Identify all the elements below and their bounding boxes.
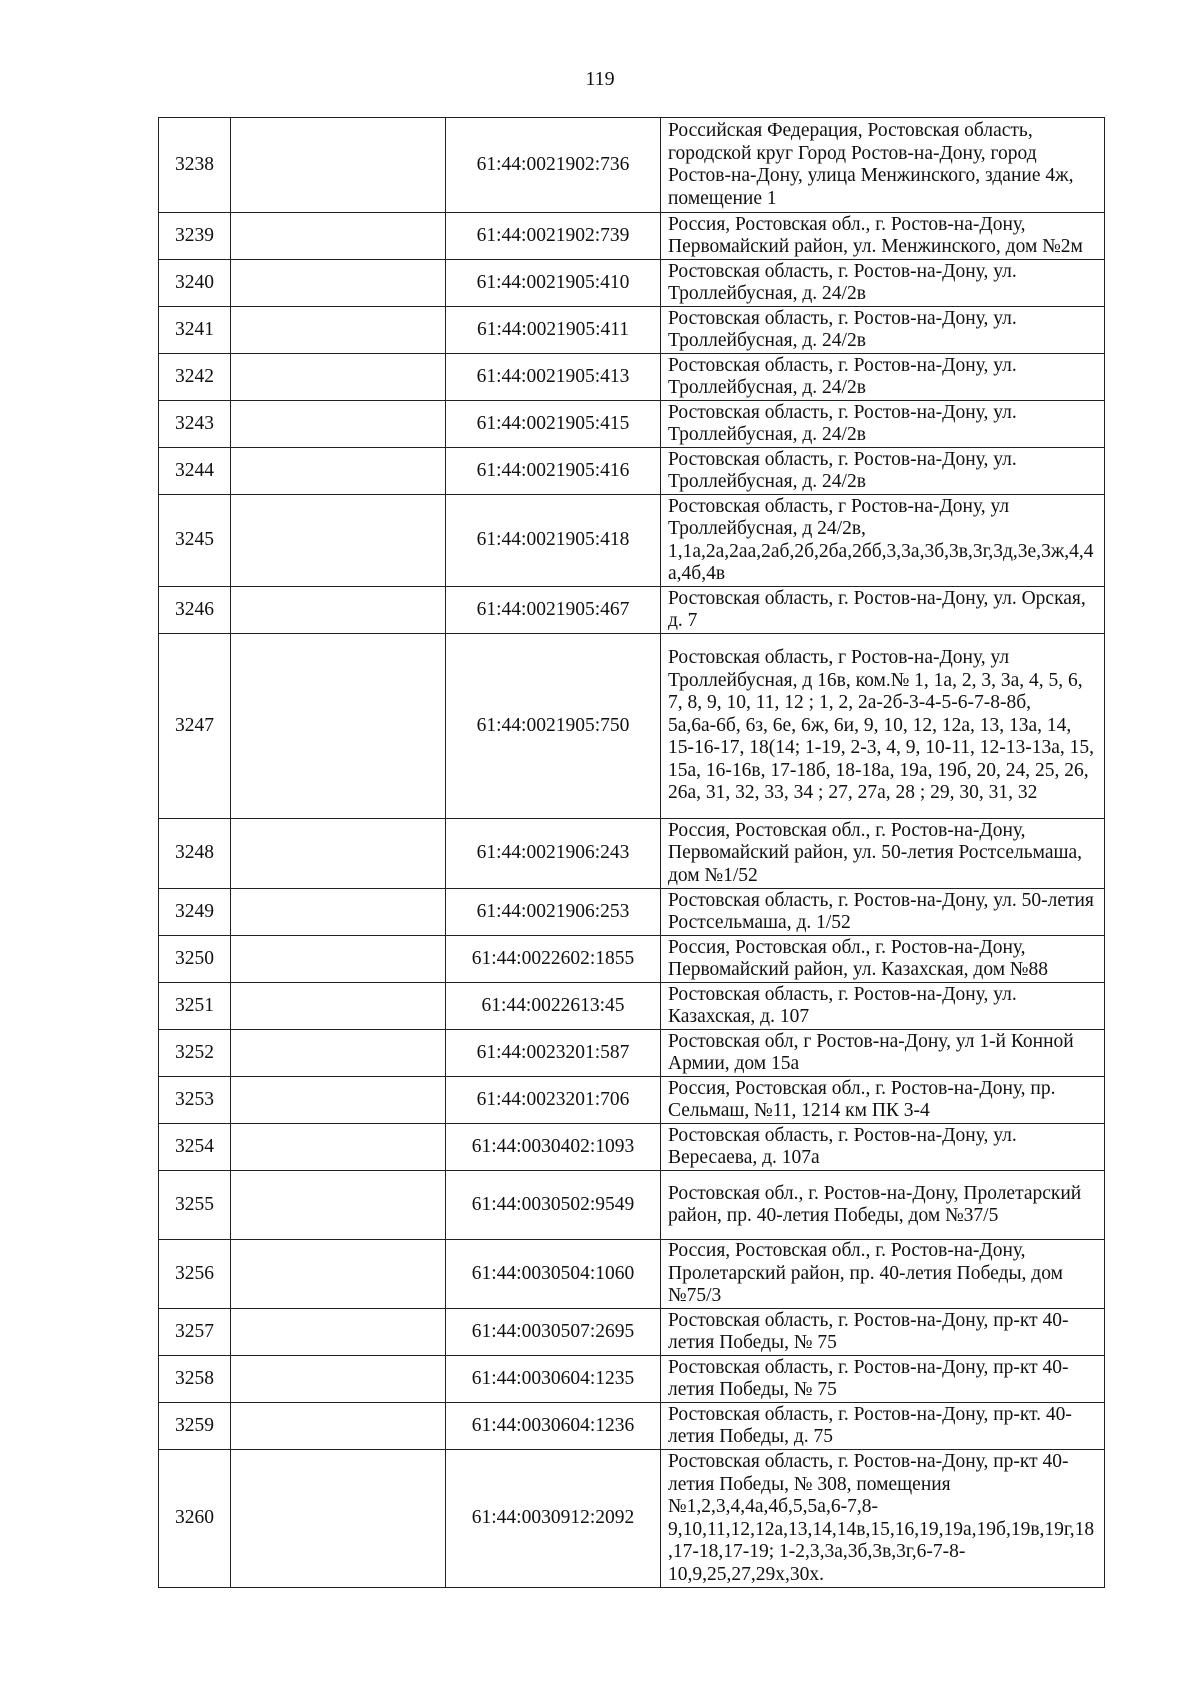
empty-cell	[231, 634, 446, 819]
cadastral-number: 61:44:0023201:587	[446, 1030, 661, 1077]
row-number: 3245	[159, 495, 231, 587]
address-cell: Россия, Ростовская обл., г. Ростов-на-Дону, Первомайский район, ул. Менжинского, дом №2м	[661, 213, 1105, 260]
row-number: 3247	[159, 634, 231, 819]
empty-cell	[231, 448, 446, 495]
row-number: 3240	[159, 260, 231, 307]
empty-cell	[231, 1240, 446, 1309]
cadastral-number: 61:44:0021906:243	[446, 819, 661, 889]
table-row	[159, 1171, 1105, 1240]
address-cell: Россия, Ростовская обл., г. Ростов-на-Дону, Первомайский район, ул. Казахская, дом №88	[661, 936, 1105, 983]
row-number: 3238	[159, 118, 231, 213]
cadastral-number: 61:44:0021905:416	[446, 448, 661, 495]
row-number: 3246	[159, 587, 231, 634]
cadastral-number: 61:44:0030402:1093	[446, 1124, 661, 1171]
cadastral-number: 61:44:0030507:2695	[446, 1309, 661, 1356]
empty-cell	[231, 1356, 446, 1403]
cadastral-number: 61:44:0021902:736	[446, 118, 661, 213]
table-row	[159, 448, 1105, 495]
empty-cell	[231, 1124, 446, 1171]
table-row	[159, 634, 1105, 819]
table-row	[159, 260, 1105, 307]
address-cell: Ростовская область, г Ростов-на-Дону, ул Троллейбусная, д 24/2в, 1,1а,2а,2аа,2аб,2б,2ба,2бб,3,3а,3б,3в,3г,3д,3е,3ж,4,4а,4б,4в	[661, 495, 1105, 587]
cadastral-number: 61:44:0030604:1235	[446, 1356, 661, 1403]
empty-cell	[231, 354, 446, 401]
row-number: 3243	[159, 401, 231, 448]
address-cell: Ростовская область, г. Ростов-на-Дону, ул. Орская, д. 7	[661, 587, 1105, 634]
cadastral-number: 61:44:0030504:1060	[446, 1240, 661, 1309]
table-row	[159, 1356, 1105, 1403]
empty-cell	[231, 401, 446, 448]
address-cell: Ростовская обл, г Ростов-на-Дону, ул 1-й Конной Армии, дом 15а	[661, 1030, 1105, 1077]
address-cell: Ростовская область, г Ростов-на-Дону, ул Троллейбусная, д 16в, ком.№ 1, 1а, 2, 3, 3а, 4, 5, 6, 7, 8, 9, 10, 11, 12 ; 1, 2, 2а-2б-3-4-5-6-7-8-8б, 5а,6а-6б, 6з, 6е, 6ж, 6и, 9, 10, 12, 12а, 13, 13а, 14, 15-16-17, 18(14; 1-19, 2-3, 4, 9, 10-11, 12-13-13а, 15, 15а, 16-16в, 17-18б, 18-18а, 19а, 19б, 20, 24, 25, 26, 26а, 31, 32, 33, 34 ; 27, 27а, 28 ; 29, 30, 31, 32	[661, 634, 1105, 819]
row-number: 3259	[159, 1403, 231, 1450]
empty-cell	[231, 1403, 446, 1450]
address-cell: Ростовская область, г. Ростов-на-Дону, пр-кт 40-летия Победы, № 75	[661, 1356, 1105, 1403]
table-row	[159, 1030, 1105, 1077]
empty-cell	[231, 213, 446, 260]
address-cell: Ростовская обл., г. Ростов-на-Дону, Пролетарский район, пр. 40-летия Победы, дом №37/5	[661, 1171, 1105, 1240]
row-number: 3258	[159, 1356, 231, 1403]
table-row	[159, 213, 1105, 260]
cadastral-number: 61:44:0021905:467	[446, 587, 661, 634]
address-cell: Ростовская область, г. Ростов-на-Дону, ул. Троллейбусная, д. 24/2в	[661, 354, 1105, 401]
address-cell: Ростовская область, г. Ростов-на-Дону, ул. Троллейбусная, д. 24/2в	[661, 448, 1105, 495]
row-number: 3254	[159, 1124, 231, 1171]
row-number: 3260	[159, 1450, 231, 1588]
table-row	[159, 983, 1105, 1030]
cadastral-number: 61:44:0030604:1236	[446, 1403, 661, 1450]
address-cell: Ростовская область, г. Ростов-на-Дону, ул. Троллейбусная, д. 24/2в	[661, 401, 1105, 448]
cadastral-number: 61:44:0021902:739	[446, 213, 661, 260]
table-row	[159, 1124, 1105, 1171]
address-cell: Ростовская область, г. Ростов-на-Дону, пр-кт. 40-летия Победы, д. 75	[661, 1403, 1105, 1450]
empty-cell	[231, 1030, 446, 1077]
empty-cell	[231, 983, 446, 1030]
address-cell: Российская Федерация, Ростовская область, городской круг Город Ростов-на-Дону, город Ростов-на-Дону, улица Менжинского, здание 4ж, помещение 1	[661, 118, 1105, 213]
page-number: 119	[585, 68, 615, 90]
address-cell: Ростовская область, г. Ростов-на-Дону, пр-кт 40-летия Победы, № 308, помещения №1,2,3,4,4а,4б,5,5а,6-7,8-9,10,11,12,12а,13,14,14в,15,16,19,19а,19б,19в,19г,18,17-18,17-19; 1-2,3,3а,3б,3в,3г,6-7-8-10,9,25,27,29х,30х.	[661, 1450, 1105, 1588]
row-number: 3255	[159, 1171, 231, 1240]
empty-cell	[231, 889, 446, 936]
table-row	[159, 936, 1105, 983]
empty-cell	[231, 260, 446, 307]
table-row	[159, 1240, 1105, 1309]
address-cell: Ростовская область, г. Ростов-на-Дону, ул. Троллейбусная, д. 24/2в	[661, 260, 1105, 307]
address-cell: Ростовская область, г. Ростов-на-Дону, ул. Казахская, д. 107	[661, 983, 1105, 1030]
empty-cell	[231, 936, 446, 983]
cadastral-number: 61:44:0030912:2092	[446, 1450, 661, 1588]
table-row	[159, 819, 1105, 889]
cadastral-number: 61:44:0022602:1855	[446, 936, 661, 983]
table-row	[159, 1450, 1105, 1588]
table-row	[159, 1403, 1105, 1450]
empty-cell	[231, 495, 446, 587]
row-number: 3250	[159, 936, 231, 983]
table-row	[159, 354, 1105, 401]
empty-cell	[231, 819, 446, 889]
row-number: 3241	[159, 307, 231, 354]
cadastral-number: 61:44:0022613:45	[446, 983, 661, 1030]
table-row	[159, 1309, 1105, 1356]
row-number: 3256	[159, 1240, 231, 1309]
table-row	[159, 587, 1105, 634]
row-number: 3248	[159, 819, 231, 889]
row-number: 3253	[159, 1077, 231, 1124]
row-number: 3239	[159, 213, 231, 260]
empty-cell	[231, 1171, 446, 1240]
table-row	[159, 1077, 1105, 1124]
row-number: 3251	[159, 983, 231, 1030]
table-row	[159, 495, 1105, 587]
address-cell: Ростовская область, г. Ростов-на-Дону, ул. Троллейбусная, д. 24/2в	[661, 307, 1105, 354]
cadastral-number: 61:44:0021905:750	[446, 634, 661, 819]
cadastral-number: 61:44:0030502:9549	[446, 1171, 661, 1240]
row-number: 3242	[159, 354, 231, 401]
address-cell: Ростовская область, г. Ростов-на-Дону, ул. Вересаева, д. 107а	[661, 1124, 1105, 1171]
cadastral-number: 61:44:0021905:415	[446, 401, 661, 448]
empty-cell	[231, 1450, 446, 1588]
cadastral-number: 61:44:0021905:411	[446, 307, 661, 354]
address-cell: Ростовская область, г. Ростов-на-Дону, ул. 50-летия Ростсельмаша, д. 1/52	[661, 889, 1105, 936]
registry-table-body	[159, 118, 1105, 1588]
cadastral-number: 61:44:0021905:410	[446, 260, 661, 307]
row-number: 3257	[159, 1309, 231, 1356]
table-row	[159, 889, 1105, 936]
address-cell: Россия, Ростовская обл., г. Ростов-на-Дону, пр. Сельмаш, №11, 1214 км ПК 3-4	[661, 1077, 1105, 1124]
table-row	[159, 401, 1105, 448]
row-number: 3244	[159, 448, 231, 495]
address-cell: Россия, Ростовская обл., г. Ростов-на-Дону, Первомайский район, ул. 50-летия Ростсельмаша, дом №1/52	[661, 819, 1105, 889]
registry-table	[158, 117, 1105, 1588]
empty-cell	[231, 307, 446, 354]
table-row	[159, 307, 1105, 354]
cadastral-number: 61:44:0021906:253	[446, 889, 661, 936]
empty-cell	[231, 118, 446, 213]
row-number: 3252	[159, 1030, 231, 1077]
table-row	[159, 118, 1105, 213]
row-number: 3249	[159, 889, 231, 936]
address-cell: Ростовская область, г. Ростов-на-Дону, пр-кт 40-летия Победы, № 75	[661, 1309, 1105, 1356]
empty-cell	[231, 1309, 446, 1356]
empty-cell	[231, 1077, 446, 1124]
cadastral-number: 61:44:0021905:418	[446, 495, 661, 587]
address-cell: Россия, Ростовская обл., г. Ростов-на-Дону, Пролетарский район, пр. 40-летия Победы, дом №75/3	[661, 1240, 1105, 1309]
empty-cell	[231, 587, 446, 634]
cadastral-number: 61:44:0023201:706	[446, 1077, 661, 1124]
cadastral-number: 61:44:0021905:413	[446, 354, 661, 401]
